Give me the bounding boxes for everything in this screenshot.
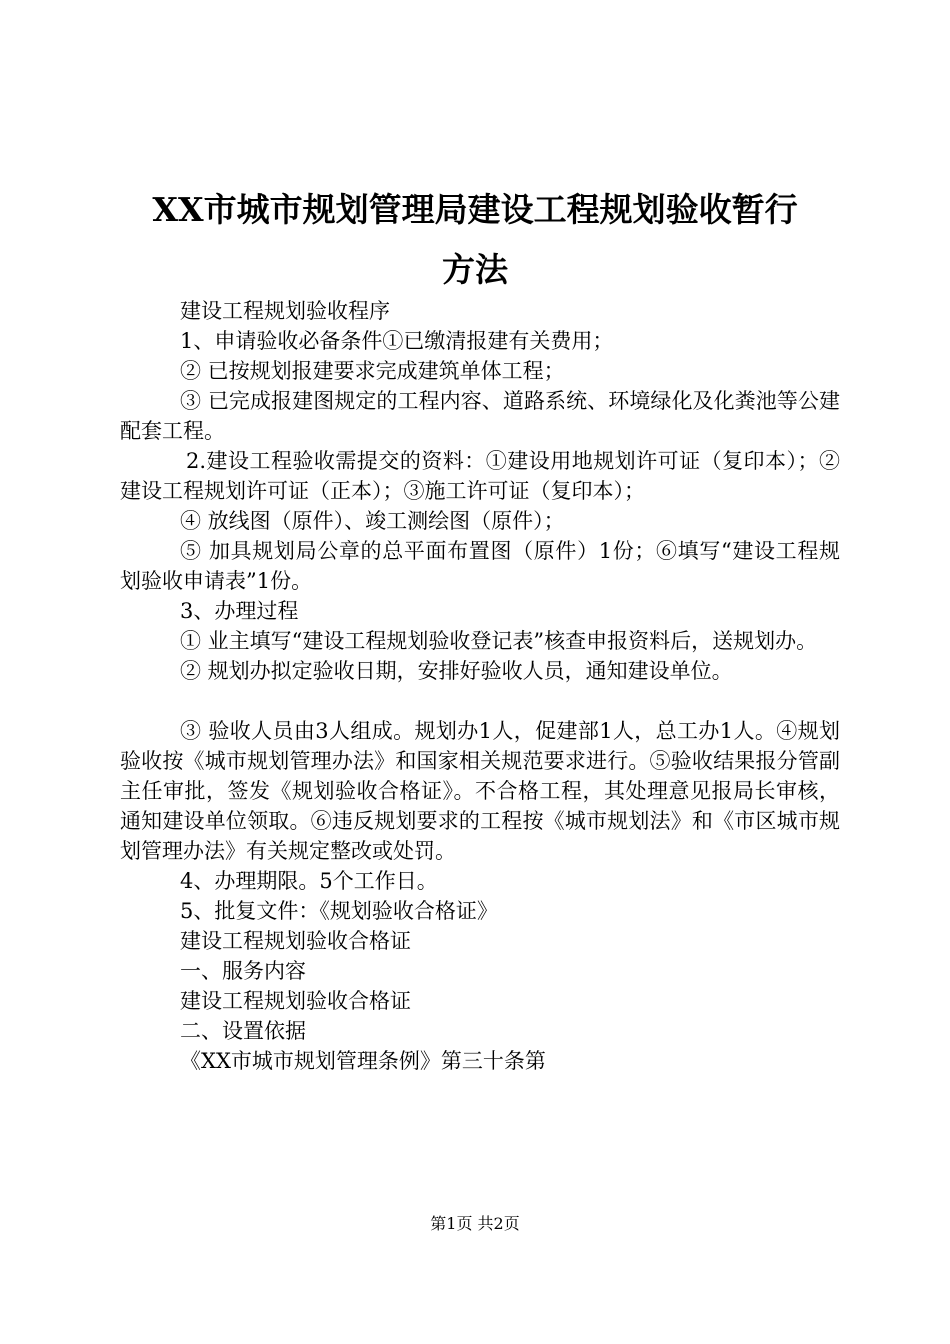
document-title-line-2: 方法 xyxy=(442,250,508,289)
paragraph-approval-document: 5、批复文件：《规划验收合格证》 xyxy=(180,899,498,923)
paragraph-materials: 2.建设工程验收需提交的资料：①建设用地规划许可证（复印本）；②建设工程规划许可证（正本）；③施工许可证（复印本）； xyxy=(120,449,840,503)
paragraph-procedure-heading: 建设工程规划验收程序 xyxy=(180,299,390,323)
paragraph-process-3: ③ 验收人员由3人组成。规划办1人，促建部1人，总工办1人。④规划验收按《城市规划管理办法》和国家相关规范要求进行。⑤验收结果报分管副主任审批，签发《规划验收合格证》。不合格工程，其处理意见报局长审核，通知建设单位领取。⑥违反规划要求的工程按《城市规划法》和《市区城市规划管理办法》有关规定整改或处罚。 xyxy=(120,719,840,863)
paragraph-condition-3: ③ 已完成报建图规定的工程内容、道路系统、环境绿化及化粪池等公建配套工程。 xyxy=(120,389,840,443)
paragraph-section-2: 二、设置依据 xyxy=(180,1019,306,1043)
paragraph-condition-2: ② 已按规划报建要求完成建筑单体工程； xyxy=(180,359,565,383)
page-footer: 第1页 共2页 xyxy=(430,1214,520,1233)
paragraph-conditions: 1、申请验收必备条件①已缴清报建有关费用； xyxy=(180,329,614,353)
paragraph-certificate-heading: 建设工程规划验收合格证 xyxy=(180,929,411,953)
paragraph-deadline: 4、办理期限。5个工作日。 xyxy=(180,869,438,893)
paragraph-process-heading: 3、办理过程 xyxy=(180,599,299,623)
paragraph-certificate-name: 建设工程规划验收合格证 xyxy=(180,989,411,1013)
document-body xyxy=(120,296,840,1076)
paragraph-material-5: ⑤ 加具规划局公章的总平面布置图（原件）1份；⑥填写“建设工程规划验收申请表”1份。 xyxy=(120,539,840,593)
paragraph-process-1: ① 业主填写“建设工程规划验收登记表”核查申报资料后，送规划办。 xyxy=(180,629,818,653)
paragraph-process-2: ② 规划办拟定验收日期，安排好验收人员，通知建设单位。 xyxy=(180,659,733,683)
paragraph-material-4: ④ 放线图（原件）、竣工测绘图（原件）； xyxy=(180,509,565,533)
document-title-line-1: XX市城市规划管理局建设工程规划验收暂行 xyxy=(152,190,798,229)
paragraph-basis: 《XX市城市规划管理条例》第三十条第 xyxy=(180,1049,546,1073)
paragraph-section-1: 一、服务内容 xyxy=(180,959,306,983)
